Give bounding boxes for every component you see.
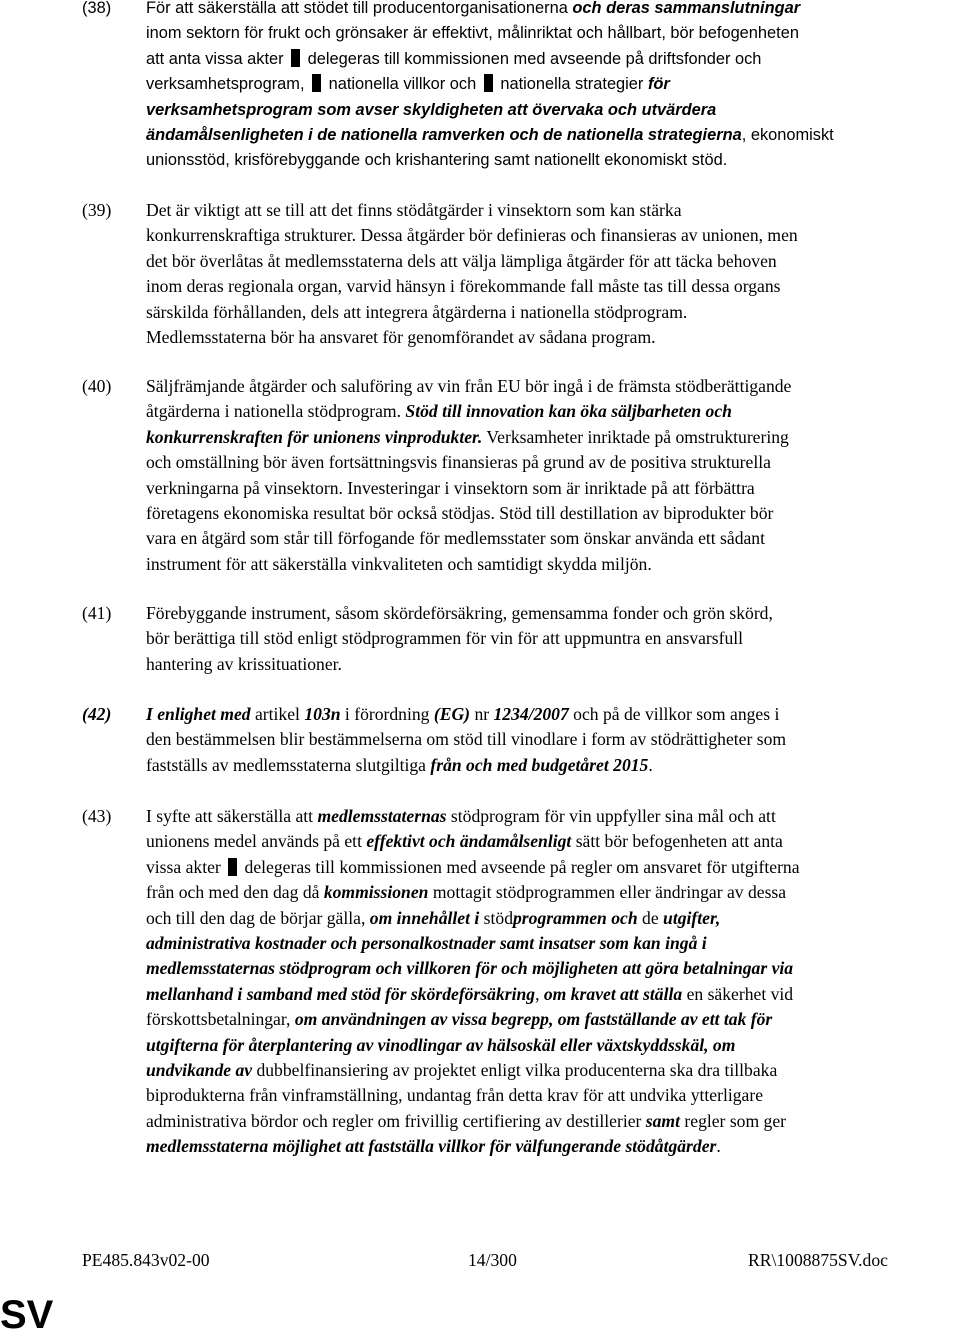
deletion-marker-icon — [312, 74, 321, 92]
text-line — [146, 123, 956, 148]
text-line — [146, 1083, 956, 1108]
footer-page-number: 14/300 — [468, 1250, 517, 1270]
text-run: För att säkerställa att stödet till producentorganisationerna — [146, 0, 573, 17]
paragraph-number: (42) — [82, 704, 112, 724]
text-line — [146, 626, 956, 651]
text-run: stöd — [479, 907, 513, 928]
text-run: de — [637, 907, 664, 928]
text-run: unionens medel används på ett — [146, 831, 367, 852]
text-line — [146, 374, 956, 399]
text-line — [146, 702, 956, 727]
deletion-marker-icon — [484, 74, 493, 92]
text-line — [146, 956, 956, 981]
text-run: verkningarna på vinsektorn. Investeringar i vinsektorn som är inriktade på att förbättra — [146, 477, 755, 498]
amended-text: undvikande av — [146, 1059, 253, 1080]
text-line — [146, 325, 956, 350]
amended-text: kommissionen — [323, 882, 429, 903]
text-run: inom sektorn för frukt och grönsaker är effektivt, målinriktat och hållbart, bör befogenheten — [146, 24, 799, 43]
text-run: verksamhetsprogram, — [146, 75, 310, 94]
amended-text: effektivt och ändamålsenligt — [366, 831, 572, 852]
text-run: Förebyggande instrument, såsom skördeförsäkring, gemensamma fonder och grön skörd, — [146, 603, 773, 623]
text-run: I syfte att säkerställa att — [146, 806, 318, 826]
paragraph-text — [146, 0, 956, 174]
paragraph-number: (39) — [82, 200, 112, 220]
amended-text: administrativa kostnader och personalkostnader samt insatser som kan ingå i — [146, 932, 707, 953]
text-line — [146, 727, 956, 752]
amended-text: för — [647, 75, 670, 94]
text-run: Medlemsstaterna bör ha ansvaret för genomförandet av sådana program. — [146, 326, 656, 347]
amended-text: medlemsstaternas — [317, 806, 447, 826]
footer-document-reference: PE485.843v02-00 — [82, 1250, 210, 1270]
text-line — [146, 98, 956, 123]
text-run: företagens ekonomiska resultat bör också stödjas. Stöd till destillation av biprodukter bör — [146, 502, 774, 523]
text-line — [146, 855, 956, 880]
text-run: nationella villkor och — [324, 75, 481, 94]
text-run: vara en åtgärd som står till förfogande för medlemsstater som önskar använda ett sådant — [146, 528, 765, 549]
text-line — [146, 501, 956, 526]
text-run: regler som ger — [680, 1110, 787, 1131]
text-run: det bör överlåtas åt medlemsstaterna dels att välja lämpliga åtgärder för att täcka behoven — [146, 250, 777, 271]
text-line — [146, 1058, 956, 1083]
text-line — [146, 880, 956, 905]
amended-text: Stöd till innovation kan öka säljbarheten och — [405, 401, 732, 422]
deletion-marker-icon — [291, 49, 300, 67]
text-run: artikel — [250, 704, 305, 724]
amended-text: 1234/2007 — [493, 704, 569, 724]
text-run: vissa akter — [146, 856, 226, 877]
text-line — [146, 1134, 956, 1159]
text-run: och på de villkor som anges i — [568, 704, 780, 724]
text-line — [146, 72, 956, 97]
text-line — [146, 829, 956, 854]
text-line — [146, 652, 956, 677]
amended-text: om användningen av vissa begrepp, om fastställande av ett tak för — [294, 1009, 773, 1030]
text-run: och omställning bör även fortsättningsvis finansieras på grund av de positiva strukturella — [146, 452, 771, 473]
text-run: biprodukterna från vinframställning, undantag från detta krav för att undvika ytterligare — [146, 1085, 764, 1106]
amended-text: från och med budgetåret 2015 — [430, 754, 649, 775]
paragraph-number: (43) — [82, 806, 112, 826]
deletion-marker-icon — [228, 858, 237, 876]
text-run: särskilda förhållanden, dels att integrera åtgärderna i nationella stödprogram. — [146, 301, 688, 322]
amended-text: om kravet att ställa — [543, 983, 683, 1004]
text-line — [146, 526, 956, 551]
amended-text: utgifterna för återplantering av vinodlingar av hälsoskäl eller växtskyddsskäl, om — [146, 1034, 736, 1055]
amended-text: medlemsstaterna möjlighet att fastställa villkor för välfungerande stödåtgärder — [146, 1136, 717, 1157]
text-run: dubbelfinansiering av projektet enligt vilka producenterna ska dra tillbaka — [252, 1059, 778, 1080]
paragraph-text — [146, 702, 956, 778]
text-line — [146, 450, 956, 475]
text-run: sätt bör befogenheten att anta — [571, 831, 783, 852]
text-run: hantering av krissituationer. — [146, 653, 342, 674]
text-line — [146, 753, 956, 778]
amended-text: I enlighet med — [146, 704, 251, 724]
text-line — [146, 223, 956, 248]
text-run: att anta vissa akter — [146, 49, 289, 68]
paragraph-number: (40) — [82, 376, 112, 396]
text-run: från och med den dag då — [146, 882, 324, 903]
amended-text: programmen och — [513, 907, 638, 928]
text-run: den bestämmelsen blir bestämmelserna om stöd till vinodlare i form av stödrättigheter som — [146, 729, 787, 750]
text-run: inom deras regionala organ, varvid hänsyn i förekommande fall måste tas till dessa organs — [146, 276, 781, 297]
text-line — [146, 249, 956, 274]
text-run: nationella strategier — [495, 75, 648, 94]
paragraph-text — [146, 198, 956, 350]
text-line — [146, 198, 956, 223]
amended-text: om innehållet i — [369, 907, 480, 928]
text-run: delegeras till kommissionen med avseende på driftsfonder och — [303, 49, 762, 68]
text-line — [146, 931, 956, 956]
text-run: stödprogram för vin uppfyller sina mål och att — [446, 806, 776, 826]
text-run: . — [648, 754, 653, 775]
text-line — [146, 274, 956, 299]
text-run: , — [535, 983, 544, 1004]
text-run: en säkerhet vid — [682, 983, 794, 1004]
text-line — [146, 47, 956, 72]
text-run: Säljfrämjande åtgärder och saluföring av vin från EU bör ingå i de främsta stödberättigande — [146, 376, 792, 396]
text-line — [146, 1033, 956, 1058]
text-run: bör berättiga till stöd enligt stödprogrammen för vin för att uppmuntra en ansvarsfull — [146, 628, 744, 649]
text-run: unionsstöd, krisförebyggande och krishantering samt nationellt ekonomiskt stöd. — [146, 151, 728, 170]
amended-text: ändamålsenligheten i de nationella ramverken och de nationella strategierna — [146, 125, 742, 144]
amended-text: (EG) — [433, 704, 471, 724]
text-line — [146, 0, 956, 21]
text-run: Det är viktigt att se till att det finns stödåtgärder i vinsektorn som kan stärka — [146, 200, 682, 220]
text-run: Verksamheter inriktade på omstrukturering — [482, 426, 789, 447]
text-run: fastställs av medlemsstaterna slutgiltiga — [146, 754, 431, 775]
text-line — [146, 552, 956, 577]
amended-text: verksamhetsprogram som avser skyldigheten att övervaka och utvärdera — [146, 100, 717, 119]
text-run: delegeras till kommissionen med avseende på regler om ansvaret för utgifterna — [240, 856, 800, 877]
amended-text: mellanhand i samband med stöd för skördeförsäkring — [146, 983, 536, 1004]
amended-text: samt — [645, 1110, 680, 1131]
text-line — [146, 906, 956, 931]
text-run: förskottsbetalningar, — [146, 1009, 295, 1030]
text-run: , ekonomiskt — [741, 125, 834, 144]
text-line — [146, 476, 956, 501]
paragraph-number: (41) — [82, 603, 112, 623]
text-run: åtgärderna i nationella stödprogram. — [146, 401, 406, 422]
text-run: administrativa bördor och regler om frivillig certifiering av destillerier — [146, 1110, 646, 1131]
paragraph-text — [146, 804, 956, 1159]
page-footer — [0, 1250, 960, 1276]
text-run: i förordning — [340, 704, 434, 724]
text-run: mottagit stödprogrammen eller ändringar av dessa — [428, 882, 787, 903]
text-run: . — [716, 1136, 721, 1157]
text-run: instrument för att säkerställa vinkvaliteten och samtidigt skydda miljön. — [146, 553, 652, 574]
text-line — [146, 399, 956, 424]
amended-text: utgifter, — [663, 907, 721, 928]
text-line — [146, 804, 956, 829]
text-run: konkurrenskraftiga strukturer. Dessa åtgärder bör definieras och finansieras av unionen, men — [146, 225, 798, 246]
text-line — [146, 148, 956, 173]
paragraph-number: (38) — [82, 0, 112, 17]
footer-file-name: RR\1008875SV.doc — [748, 1250, 888, 1270]
amended-text: och deras sammanslutningar — [572, 0, 801, 17]
text-line — [146, 1007, 956, 1032]
text-line — [146, 1109, 956, 1134]
text-line — [146, 982, 956, 1007]
paragraph-text — [146, 374, 956, 577]
amended-text: konkurrenskraften för unionens vinprodukter. — [146, 426, 483, 447]
text-run: nr — [470, 704, 494, 724]
text-run: och till den dag de börjar gälla, — [146, 907, 370, 928]
language-code: SV — [0, 1293, 54, 1337]
paragraph-text — [146, 601, 956, 677]
text-line — [146, 601, 956, 626]
text-line — [146, 425, 956, 450]
text-line — [146, 21, 956, 46]
amended-text: 103n — [304, 704, 341, 724]
text-line — [146, 300, 956, 325]
amended-text: medlemsstaternas stödprogram och villkoren för och möjligheten att göra betalningar via — [146, 958, 794, 979]
